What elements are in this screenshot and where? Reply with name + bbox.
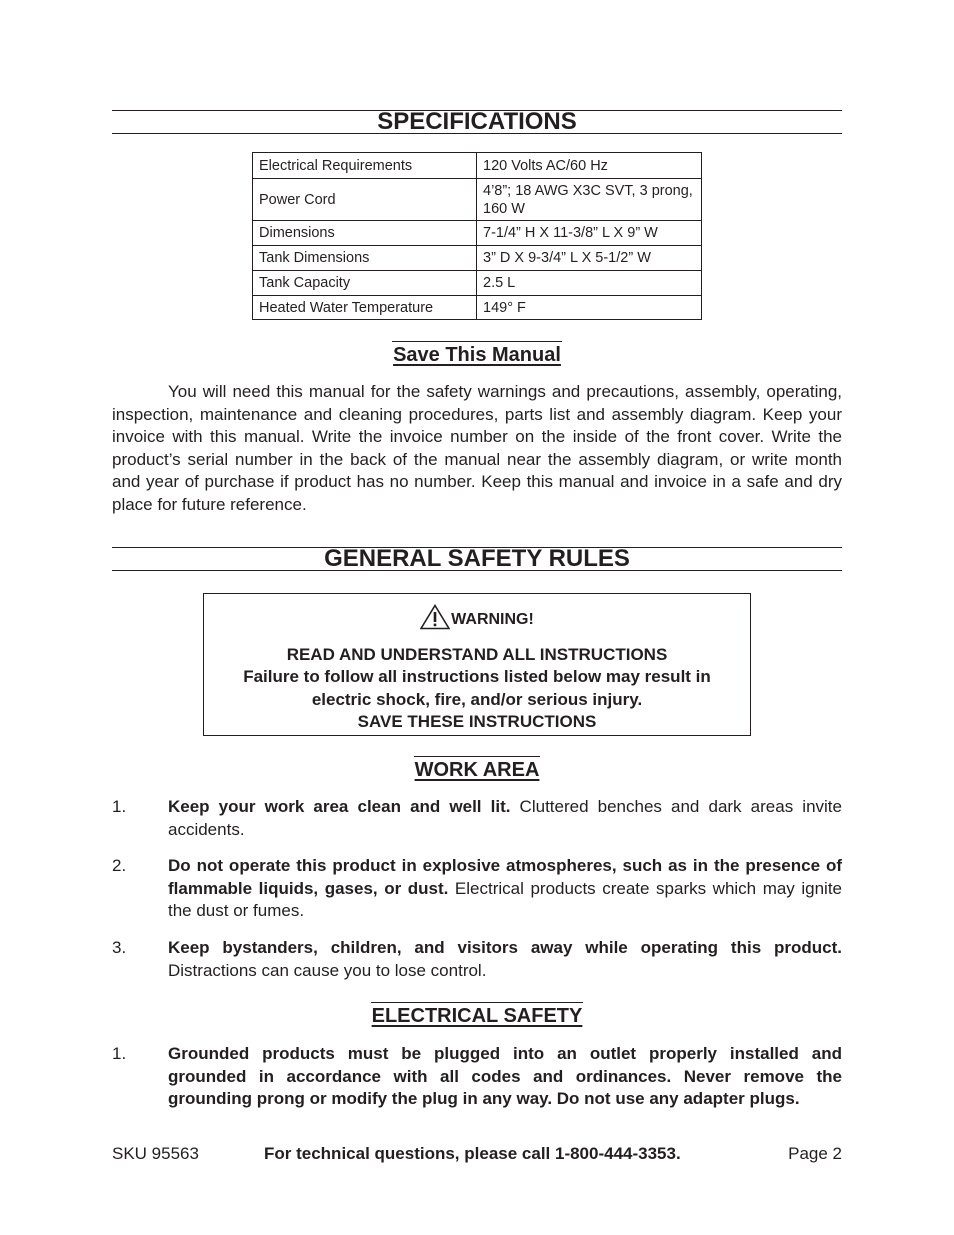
warning-line: SAVE THESE INSTRUCTIONS bbox=[357, 711, 597, 731]
table-row bbox=[253, 271, 702, 296]
save-manual-heading bbox=[0, 341, 954, 368]
footer-tech-support: For technical questions, please call 1-800-444-3353. bbox=[264, 1144, 681, 1163]
list-item bbox=[112, 937, 842, 982]
spec-label: Power Cord bbox=[253, 179, 477, 221]
spec-value: 120 Volts AC/60 Hz bbox=[477, 153, 702, 179]
specifications-heading: SPECIFICATIONS bbox=[112, 110, 842, 134]
table-row bbox=[253, 246, 702, 271]
list-item bbox=[112, 1043, 842, 1111]
spec-label: Dimensions bbox=[253, 221, 477, 246]
spec-value: 2.5 L bbox=[477, 271, 702, 296]
footer-page-number: Page 2 bbox=[788, 1144, 842, 1163]
item-bold-text: Grounded products must be plugged into an outlet properly installed and grounded in accordance with all codes and ordinances. Never remove the grounding prong or modify the plug in any way. Do not use any adapter plugs. bbox=[168, 1044, 842, 1109]
warning-line: electric shock, fire, and/or serious injury. bbox=[311, 689, 643, 709]
item-bold-text: Keep your work area clean and well lit. bbox=[168, 797, 511, 816]
spec-value: 149° F bbox=[477, 296, 702, 320]
work-area-heading bbox=[0, 756, 954, 783]
list-item bbox=[112, 796, 842, 841]
warning-title bbox=[204, 604, 750, 633]
electrical-safety-heading bbox=[0, 1002, 954, 1029]
warning-text bbox=[204, 644, 750, 733]
item-number: 3. bbox=[112, 938, 127, 957]
warning-box bbox=[203, 593, 751, 736]
spec-label: Heated Water Temperature bbox=[253, 296, 477, 320]
item-number: 1. bbox=[112, 1044, 127, 1063]
warning-line: Failure to follow all instructions listed below may result in bbox=[243, 667, 711, 687]
footer-sku: SKU 95563 bbox=[112, 1144, 199, 1163]
spec-label: Tank Dimensions bbox=[253, 246, 477, 271]
warning-triangle-icon bbox=[420, 604, 450, 630]
table-row bbox=[253, 221, 702, 246]
item-bold-text: Do not operate this product in explosive atmospheres, such as in the presence of flammable liquids, gases, or dust. bbox=[168, 856, 842, 898]
save-manual-paragraph: You will need this manual for the safety warnings and precautions, assembly, operating, inspection, maintenance and cleaning procedures, parts list and assembly diagram. Keep your invoice with this manual. Write the invoice number on the inside of the front cover. Write the product’s serial number in the back of the manual near the assembly diagram, or write month and year of purchase if product has no number. Keep this manual and invoice in a safe and dry place for future reference. bbox=[112, 382, 842, 514]
spec-value: 4’8”; 18 AWG X3C SVT, 3 prong, 160 W bbox=[477, 179, 702, 221]
spec-value: 3” D X 9-3/4” L X 5-1/2” W bbox=[477, 246, 702, 271]
spec-value: 7-1/4” H X 11-3/8” L X 9” W bbox=[477, 221, 702, 246]
item-bold-text: Keep bystanders, children, and visitors away while operating this product. bbox=[168, 938, 842, 957]
item-text: Distractions can cause you to lose control. bbox=[168, 960, 487, 980]
warning-label: WARNING! bbox=[451, 611, 534, 628]
table-row bbox=[253, 179, 702, 221]
table-row bbox=[253, 296, 702, 320]
general-safety-heading: GENERAL SAFETY RULES bbox=[112, 547, 842, 571]
spec-label: Electrical Requirements bbox=[253, 153, 477, 179]
item-text: Cluttered benches and dark areas invite accidents. bbox=[168, 797, 842, 839]
work-area-heading-text: WORK AREA bbox=[414, 756, 541, 783]
spec-label: Tank Capacity bbox=[253, 271, 477, 296]
list-item bbox=[112, 855, 842, 923]
save-manual-heading-text: Save This Manual bbox=[392, 341, 562, 368]
item-number: 1. bbox=[112, 797, 127, 816]
item-number: 2. bbox=[112, 856, 127, 875]
item-text: Electrical products create sparks which may ignite the dust or fumes. bbox=[168, 878, 843, 921]
table-row bbox=[253, 153, 702, 179]
specifications-table bbox=[252, 152, 702, 320]
electrical-safety-heading-text: ELECTRICAL SAFETY bbox=[371, 1002, 584, 1029]
warning-line: READ AND UNDERSTAND ALL INSTRUCTIONS bbox=[286, 645, 668, 664]
